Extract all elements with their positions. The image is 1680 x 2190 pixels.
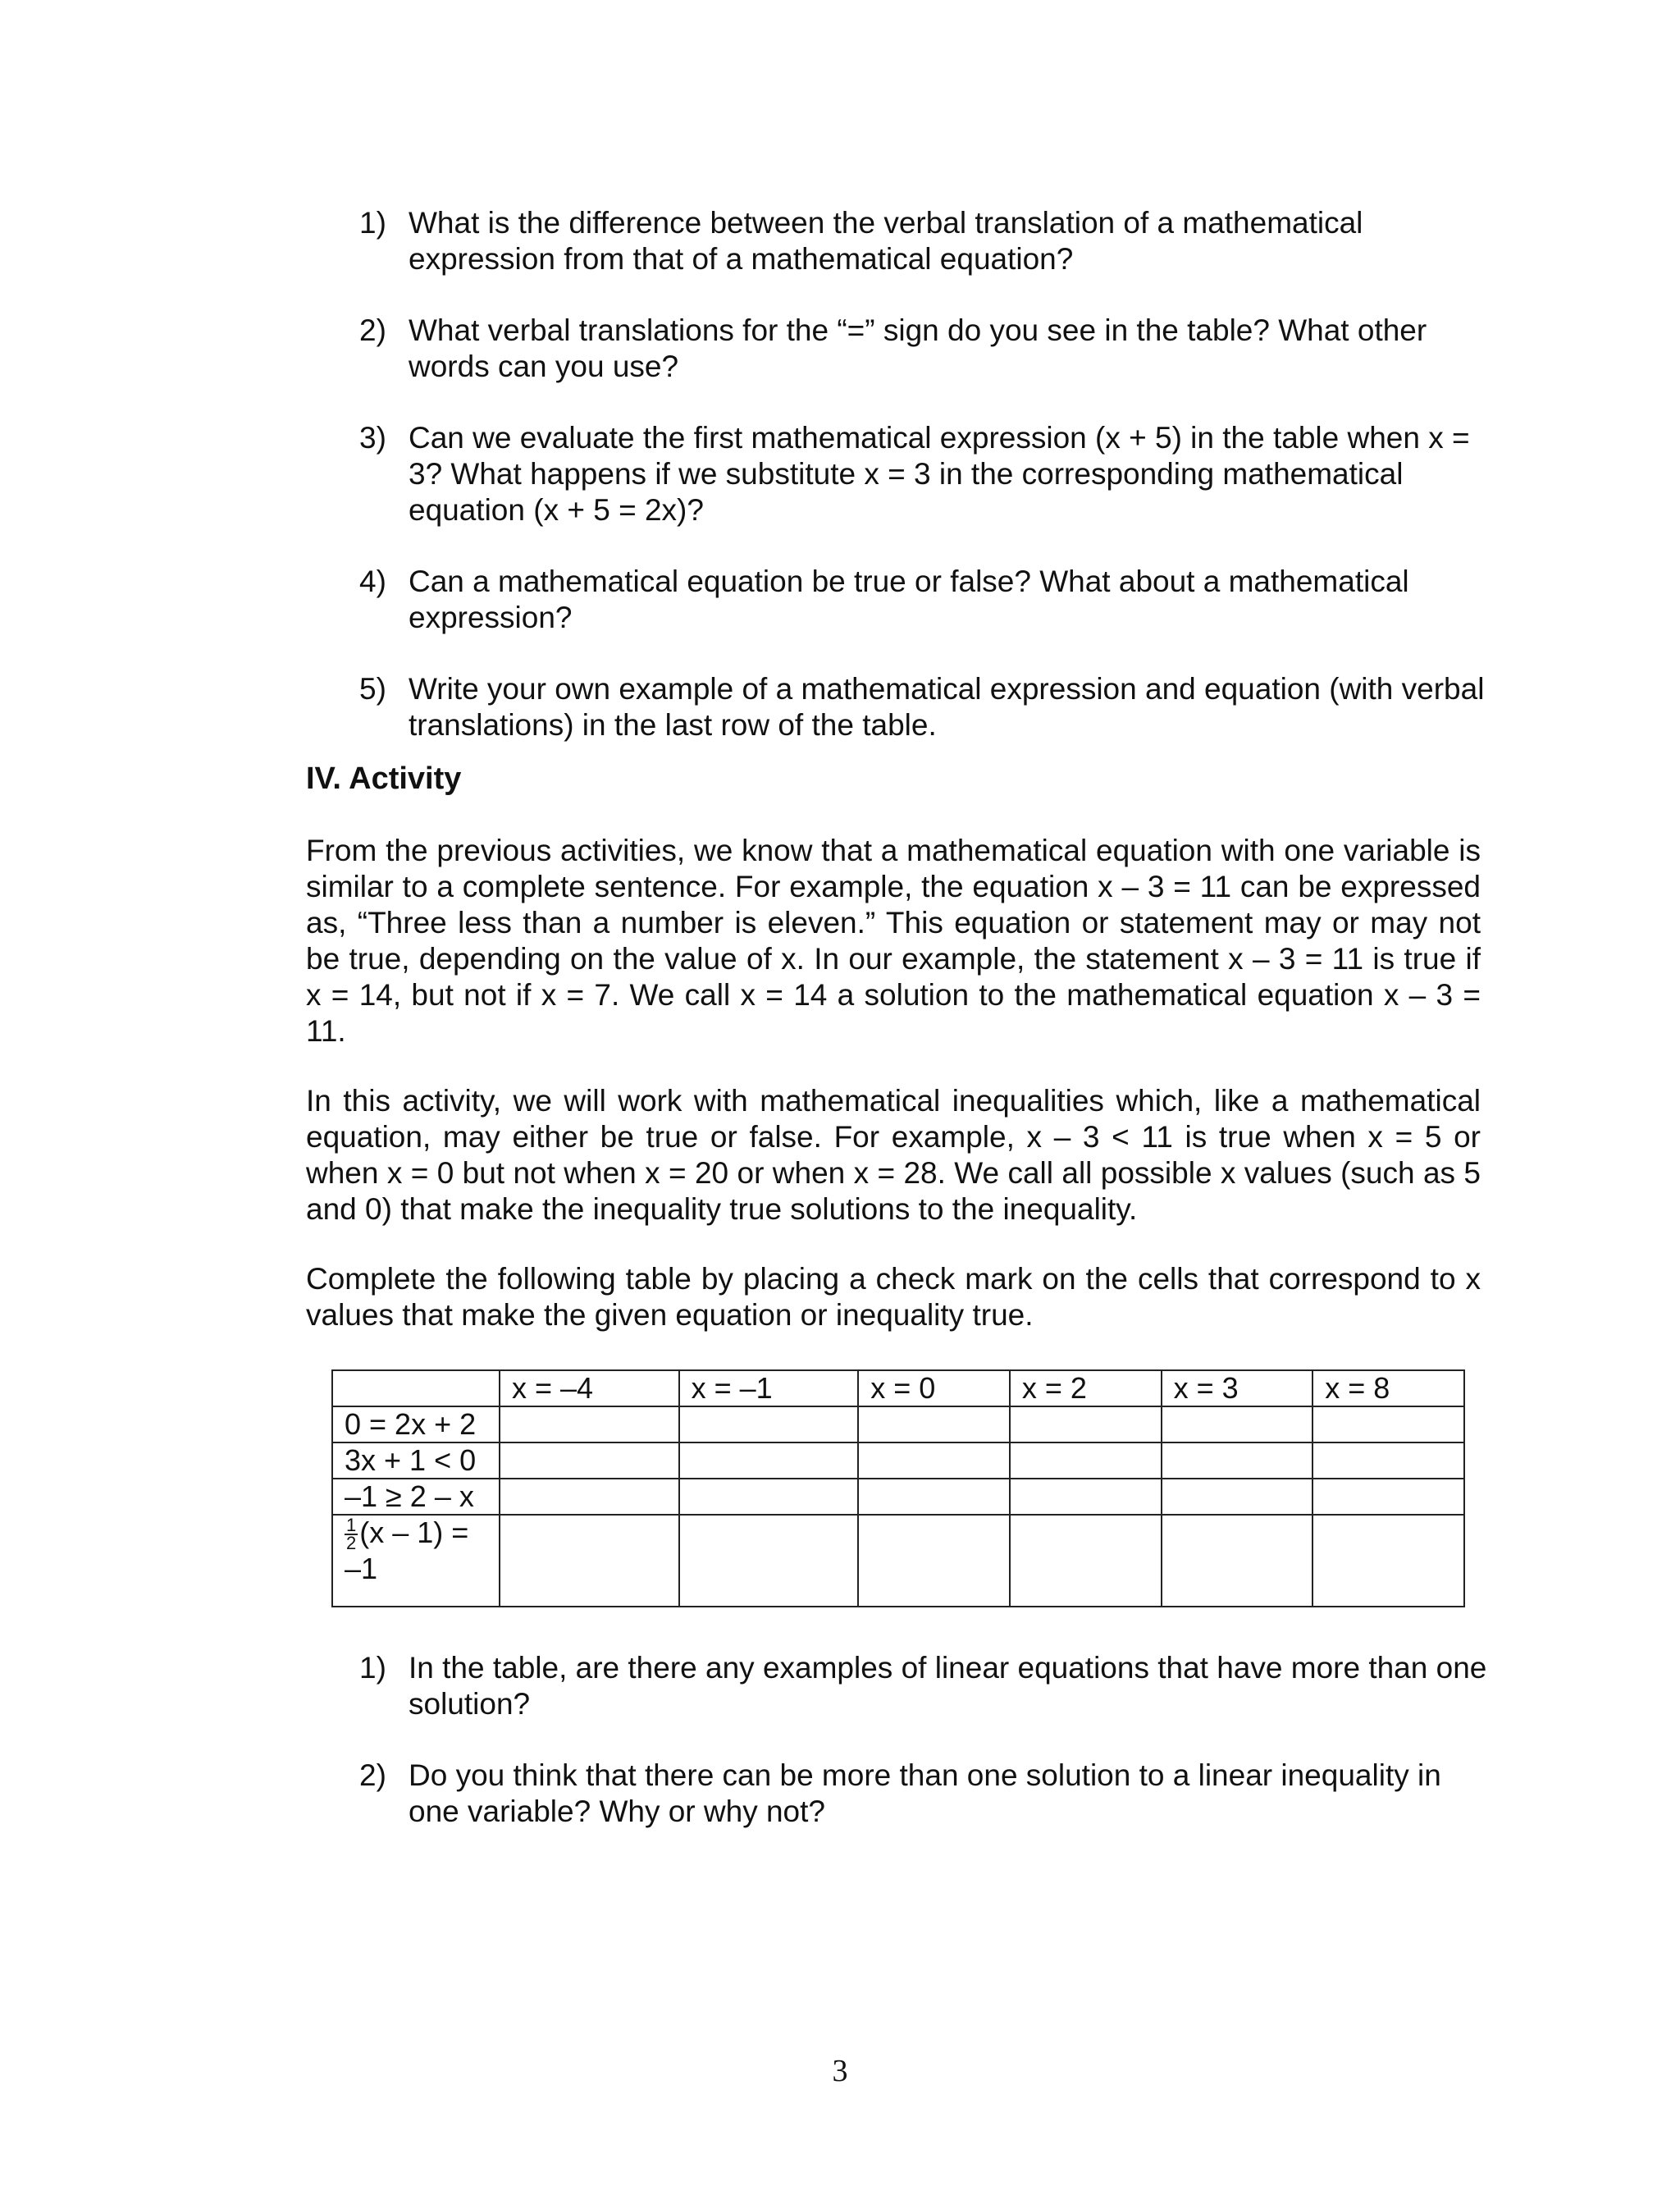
check-cell[interactable] [1312, 1515, 1464, 1607]
check-cell[interactable] [1162, 1479, 1313, 1515]
column-header: x = 0 [858, 1370, 1010, 1406]
question-item [359, 1758, 1487, 1830]
check-cell[interactable] [1162, 1442, 1313, 1479]
question-list-top [359, 205, 1487, 743]
column-header: x = 2 [1010, 1370, 1162, 1406]
check-cell[interactable] [1162, 1515, 1313, 1607]
check-cell[interactable] [679, 1515, 859, 1607]
page-number: 3 [832, 2054, 848, 2088]
check-cell[interactable] [500, 1442, 679, 1479]
check-cell[interactable] [858, 1515, 1010, 1607]
check-cell[interactable] [679, 1479, 859, 1515]
table-row [332, 1442, 1464, 1479]
column-header: x = –1 [679, 1370, 859, 1406]
row-header: 0 = 2x + 2 [332, 1406, 500, 1442]
question-number: 5) [359, 672, 386, 706]
section-heading: IV. Activity [306, 761, 462, 796]
question-item [359, 671, 1487, 743]
table-corner-cell [332, 1370, 500, 1406]
question-list-bottom [359, 1650, 1487, 1830]
check-cell[interactable] [1162, 1406, 1313, 1442]
check-cell[interactable] [858, 1479, 1010, 1515]
check-cell[interactable] [858, 1406, 1010, 1442]
question-text: In the table, are there any examples of linear equations that have more than one solution? [409, 1651, 1487, 1721]
question-text: Do you think that there can be more than one solution to a linear inequality in one variable? Why or why not? [409, 1758, 1441, 1828]
check-cell[interactable] [1010, 1442, 1162, 1479]
fraction-denominator: 2 [346, 1533, 357, 1554]
question-item [359, 313, 1487, 385]
question-item [359, 1650, 1487, 1722]
question-number: 3) [359, 421, 386, 455]
question-text: Can a mathematical equation be true or false? What about a mathematical expression? [409, 565, 1409, 634]
fraction [345, 1517, 358, 1552]
check-cell[interactable] [500, 1515, 679, 1607]
question-number: 1) [359, 206, 386, 240]
table-row [332, 1479, 1464, 1515]
question-text: Write your own example of a mathematical expression and equation (with verbal translations) in the last row of the table. [409, 672, 1485, 742]
question-number: 1) [359, 1651, 386, 1685]
check-cell[interactable] [858, 1442, 1010, 1479]
column-header: x = 3 [1162, 1370, 1313, 1406]
column-header: x = 8 [1312, 1370, 1464, 1406]
table-row [332, 1515, 1464, 1607]
paragraph-intro: From the previous activities, we know that a mathematical equation with one variable is similar to a complete sentence. For example, the equation x – 3 = 11 can be expressed as, “Three less than a number is eleven.” This equation or statement may or may not be true, depending on the value of x. In our example, the statement x – 3 = 11 is true if x = 14, but not if x = 7. We call x = 14 a solution to the mathematical equation x – 3 = 11. [306, 834, 1481, 1048]
column-header: x = –4 [500, 1370, 679, 1406]
check-cell[interactable] [1312, 1479, 1464, 1515]
solutions-table [331, 1369, 1465, 1607]
row-header: 3x + 1 < 0 [332, 1442, 500, 1479]
question-item [359, 564, 1487, 636]
row-header [332, 1515, 500, 1607]
paragraph-instructions: Complete the following table by placing a check mark on the cells that correspond to x values that make the given equation or inequality true. [306, 1262, 1481, 1332]
check-cell[interactable] [1010, 1479, 1162, 1515]
paragraph-inequalities: In this activity, we will work with mathematical inequalities which, like a mathematical equation, may either be true or false. For example, x – 3 < 11 is true when x = 5 or when x = 0 but not when x = 20 or when x = 28. We call all possible x values (such as 5 and 0) that make the inequality true solutions to the inequality. [306, 1084, 1481, 1226]
question-text: What is the difference between the verbal translation of a mathematical expression from that of a mathematical equation? [409, 206, 1363, 276]
question-text: Can we evaluate the first mathematical expression (x + 5) in the table when x = 3? What happens if we substitute x = 3 in the corresponding mathematical equation (x + 5 = 2x)? [409, 421, 1470, 527]
check-cell[interactable] [1312, 1406, 1464, 1442]
check-cell[interactable] [1312, 1442, 1464, 1479]
question-number: 2) [359, 313, 386, 347]
check-cell[interactable] [1010, 1406, 1162, 1442]
check-cell[interactable] [500, 1406, 679, 1442]
row-header: –1 ≥ 2 – x [332, 1479, 500, 1515]
check-cell[interactable] [679, 1442, 859, 1479]
table-header-row [332, 1370, 1464, 1406]
fraction-numerator: 1 [346, 1515, 357, 1536]
check-cell[interactable] [500, 1479, 679, 1515]
check-cell[interactable] [1010, 1515, 1162, 1607]
question-number: 4) [359, 565, 386, 598]
table-row [332, 1406, 1464, 1442]
question-item [359, 205, 1487, 277]
question-number: 2) [359, 1758, 386, 1792]
question-item [359, 420, 1487, 528]
question-text: What verbal translations for the “=” sign do you see in the table? What other words can you use? [409, 313, 1427, 383]
row-header-expression: (x – 1) = –1 [345, 1516, 469, 1586]
check-cell[interactable] [679, 1406, 859, 1442]
